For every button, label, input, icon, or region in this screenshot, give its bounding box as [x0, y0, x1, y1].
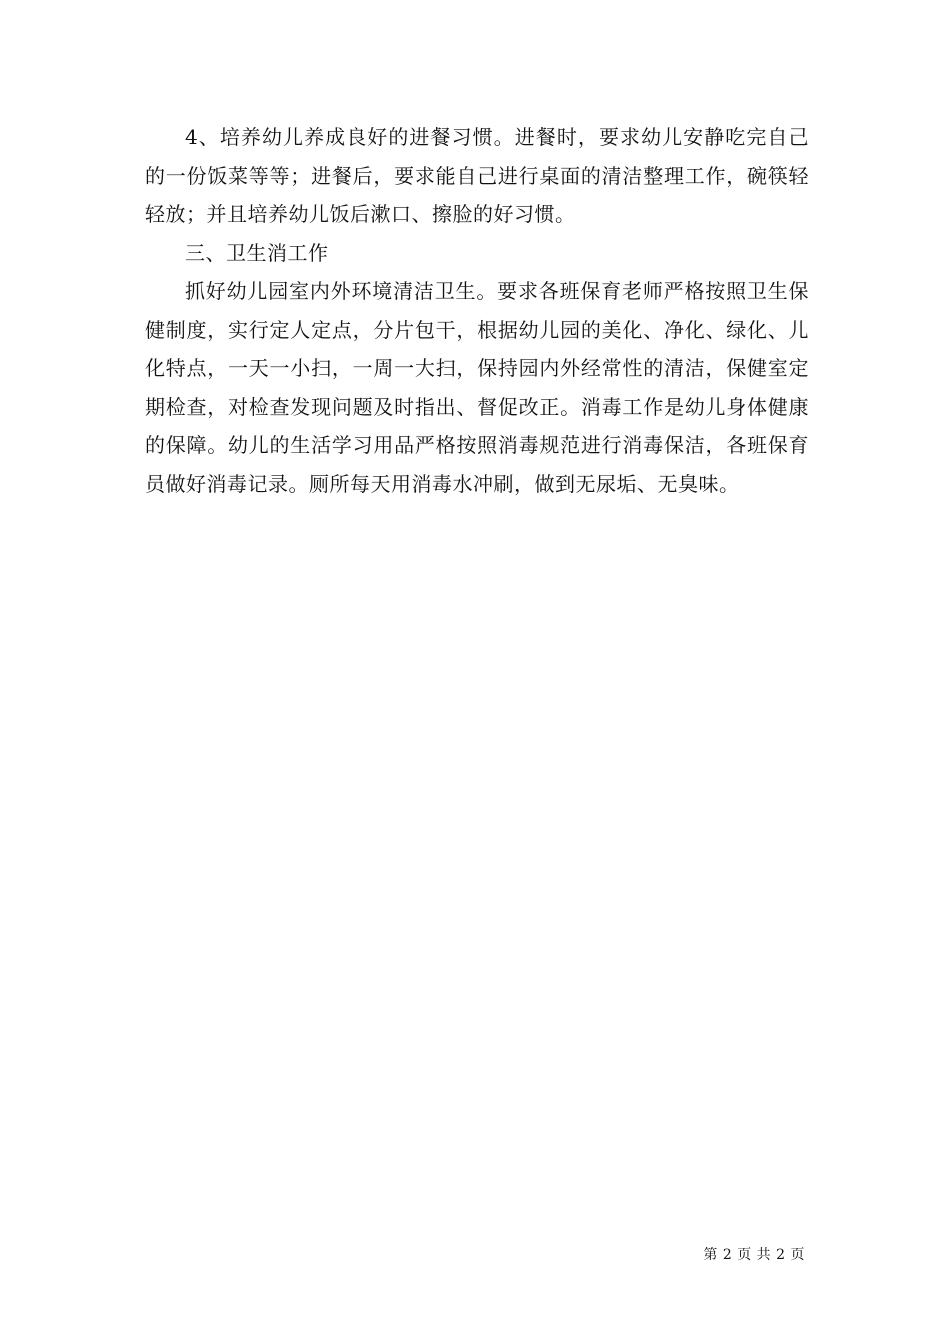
- page-number-footer: 第 2 页 共 2 页: [703, 1247, 805, 1263]
- document-body: [145, 118, 809, 503]
- paragraph-meal-habits: 4、培养幼儿养成良好的进餐习惯。进餐时，要求幼儿安静吃完自己的一份饭菜等等；进餐后，要求能自己进行桌面的清洁整理工作，碗筷轻轻放；并且培养幼儿饭后漱口、擦脸的好习惯。: [145, 125, 809, 226]
- section-heading-hygiene: 三、卫生消工作: [185, 240, 329, 265]
- paragraph-hygiene-disinfection: 抓好幼儿园室内外环境清洁卫生。要求各班保育老师严格按照卫生保健制度，实行定人定点，分片包干，根据幼儿园的美化、净化、绿化、儿化特点，一天一小扫，一周一大扫，保持园内外经常性的清洁，保健室定期检查，对检查发现问题及时指出、督促改正。消毒工作是幼儿身体健康的保障。幼儿的生活学习用品严格按照消毒规范进行消毒保洁，各班保育员做好消毒记录。厕所每天用消毒水冲刷，做到无尿垢、无臭味。: [145, 279, 809, 496]
